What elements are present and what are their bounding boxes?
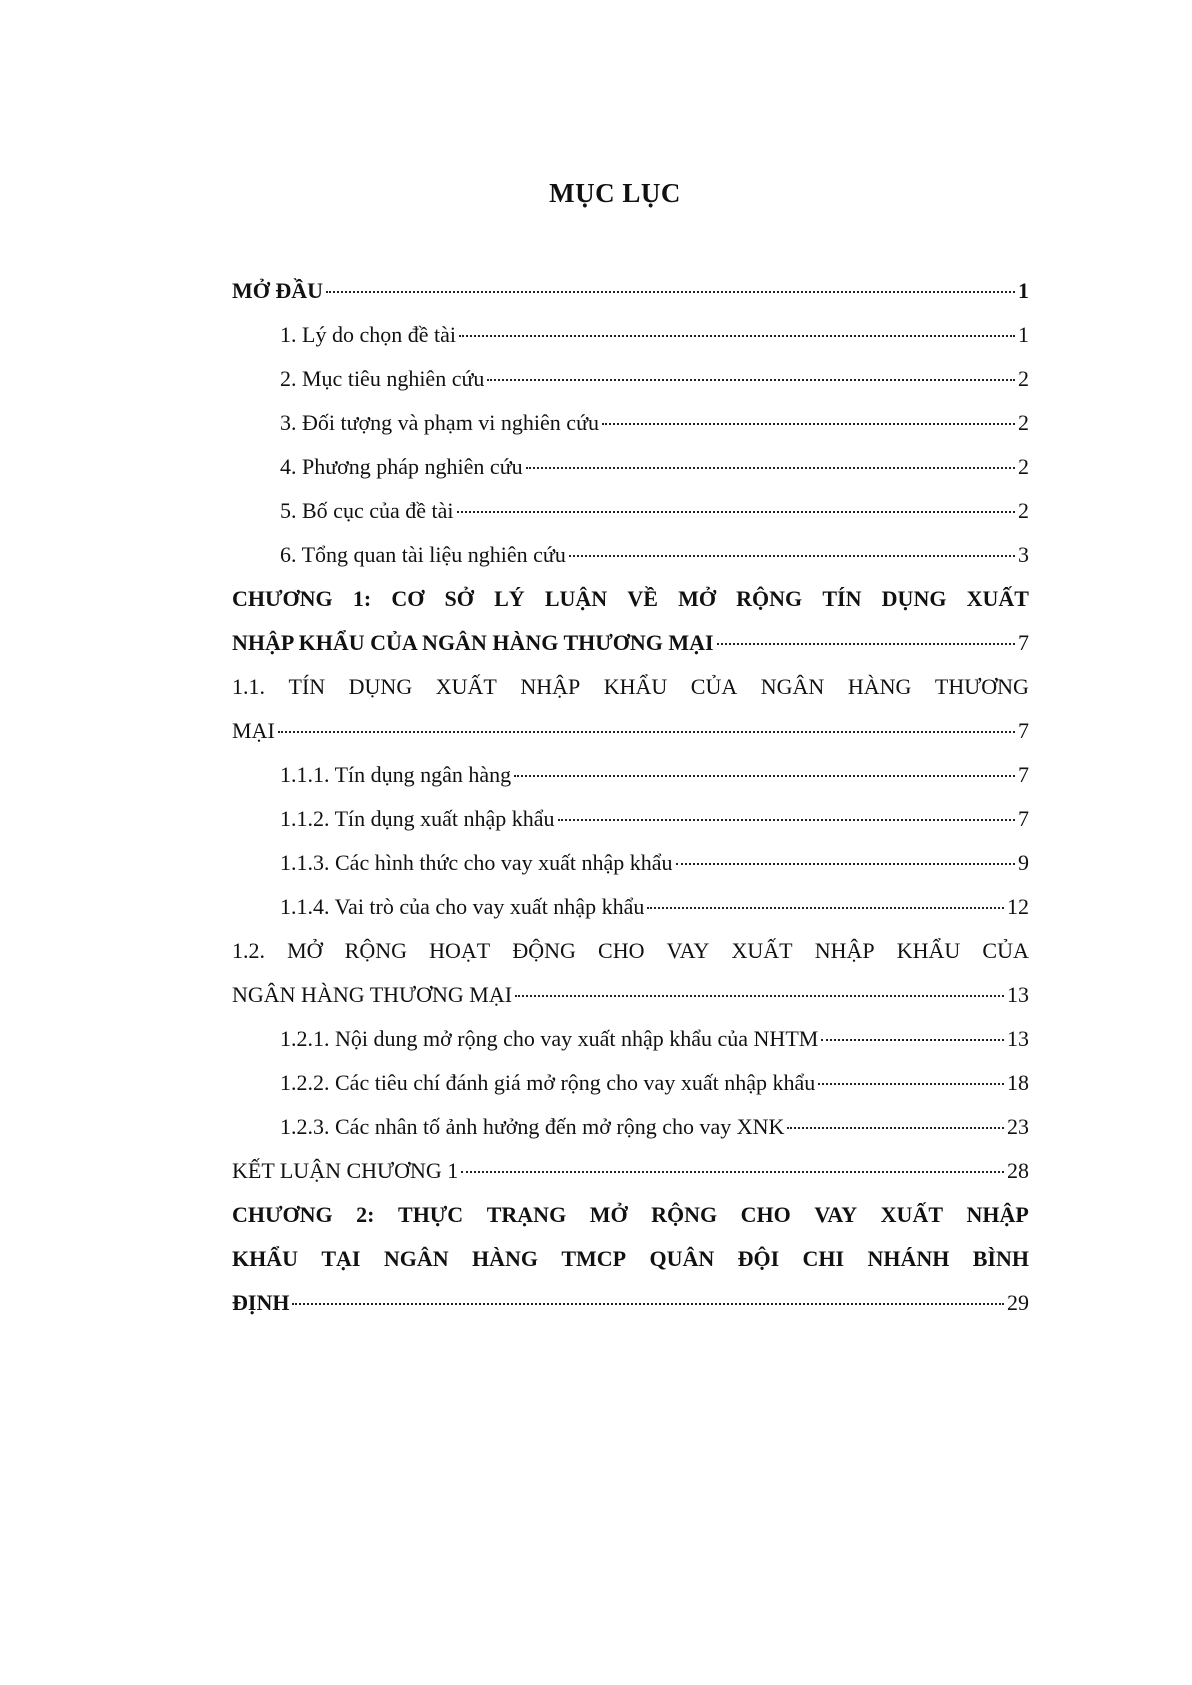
toc-page-number: 3 bbox=[1018, 542, 1029, 567]
toc-entry-label: KẾT LUẬN CHƯƠNG 1 bbox=[232, 1158, 459, 1183]
toc-entry-label: 1.1.1. Tín dụng ngân hàng bbox=[280, 762, 512, 787]
toc-entry-1-2-2[interactable] bbox=[232, 1061, 1029, 1105]
word: TRẠNG bbox=[486, 1202, 567, 1227]
toc-entry-label: 1.1.2. Tín dụng xuất nhập khẩu bbox=[280, 806, 555, 831]
word: TÍN bbox=[822, 586, 862, 611]
word: MỞ bbox=[678, 586, 716, 611]
word: KHẨU bbox=[896, 938, 961, 963]
word: LÝ bbox=[494, 586, 525, 611]
toc-entry-mo-dau[interactable] bbox=[232, 269, 1029, 313]
word: XUẤT bbox=[435, 674, 497, 699]
word: ĐỘI bbox=[737, 1246, 780, 1271]
toc-page-number: 9 bbox=[1018, 850, 1029, 875]
word: MỞ bbox=[287, 938, 323, 963]
word: RỘNG bbox=[651, 1202, 718, 1227]
toc-entry-line bbox=[232, 577, 1029, 621]
dot-leader bbox=[515, 993, 1004, 997]
toc-page-number: 13 bbox=[1007, 982, 1029, 1007]
dot-leader bbox=[821, 1037, 1004, 1041]
toc-page-number: 1 bbox=[1018, 278, 1029, 303]
word: 1.1. bbox=[232, 674, 265, 699]
toc-page-number: 7 bbox=[1018, 718, 1029, 743]
dot-leader bbox=[526, 465, 1015, 469]
word: 1: bbox=[352, 586, 372, 611]
word: NHÁNH bbox=[867, 1246, 950, 1271]
toc-entry-label: ĐỊNH bbox=[232, 1290, 290, 1315]
toc-entry-line bbox=[232, 1193, 1029, 1237]
toc-entry-1[interactable] bbox=[232, 313, 1029, 357]
word: KHẨU bbox=[232, 1246, 298, 1271]
word: ĐỘNG bbox=[512, 938, 576, 963]
toc-entry-label: NGÂN HÀNG THƯƠNG MẠI bbox=[232, 982, 513, 1007]
toc-entry-label: MỞ ĐẦU bbox=[232, 278, 324, 303]
toc-entry-label: 1.2.2. Các tiêu chí đánh giá mở rộng cho vay xuất nhập khẩu bbox=[280, 1070, 816, 1095]
toc-entry-label: 1.1.3. Các hình thức cho vay xuất nhập khẩu bbox=[280, 850, 673, 875]
toc-page-number: 12 bbox=[1007, 894, 1029, 919]
toc-page-number: 1 bbox=[1018, 322, 1029, 347]
page-title: MỤC LỤC bbox=[549, 178, 681, 208]
word: NGÂN bbox=[383, 1246, 449, 1271]
toc-entry-1-1-3[interactable] bbox=[232, 841, 1029, 885]
toc-entry-label: 2. Mục tiêu nghiên cứu bbox=[280, 366, 485, 391]
word: VAY bbox=[666, 938, 710, 963]
toc-entry-label: 6. Tổng quan tài liệu nghiên cứu bbox=[280, 542, 566, 567]
toc-entry-1-2-3[interactable] bbox=[232, 1105, 1029, 1149]
dot-leader bbox=[818, 1081, 1004, 1085]
toc-entry-section-1-1[interactable] bbox=[232, 665, 1029, 753]
dot-leader bbox=[676, 861, 1015, 865]
toc-page-number: 7 bbox=[1018, 806, 1029, 831]
toc-page-number: 13 bbox=[1007, 1026, 1029, 1051]
word: NGÂN bbox=[760, 674, 825, 699]
toc-entry-line bbox=[232, 1237, 1029, 1281]
toc-page-number: 7 bbox=[1018, 630, 1029, 655]
dot-leader bbox=[647, 905, 1004, 909]
word: XUẤT bbox=[966, 586, 1029, 611]
toc-entry-section-1-2[interactable] bbox=[232, 929, 1029, 1017]
word: TMCP bbox=[561, 1246, 627, 1271]
toc-entry-6[interactable] bbox=[232, 533, 1029, 577]
word: VAY bbox=[814, 1202, 858, 1227]
word: THƯƠNG bbox=[934, 674, 1029, 699]
toc-entry-1-2-1[interactable] bbox=[232, 1017, 1029, 1061]
dot-leader bbox=[717, 641, 1015, 645]
toc-entry-1-1-4[interactable] bbox=[232, 885, 1029, 929]
toc-entry-line bbox=[232, 929, 1029, 973]
word: CHƯƠNG bbox=[232, 1202, 333, 1227]
word: MỞ bbox=[589, 1202, 628, 1227]
toc-entry-chapter-1[interactable] bbox=[232, 577, 1029, 665]
word: SỞ bbox=[444, 586, 474, 611]
toc-entry-line bbox=[232, 665, 1029, 709]
toc-entry-label: NHẬP KHẨU CỦA NGÂN HÀNG THƯƠNG MẠI bbox=[232, 630, 714, 655]
word: HÀNG bbox=[471, 1246, 538, 1271]
word: CHI bbox=[802, 1246, 845, 1271]
word: NHẬP bbox=[520, 674, 581, 699]
toc-page-number: 2 bbox=[1018, 366, 1029, 391]
toc-entry-5[interactable] bbox=[232, 489, 1029, 533]
toc-entry-label: 4. Phương pháp nghiên cứu bbox=[280, 454, 523, 479]
word: HÀNG bbox=[847, 674, 912, 699]
toc-entry-chapter-2[interactable] bbox=[232, 1193, 1029, 1325]
toc-entry-1-1-1[interactable] bbox=[232, 753, 1029, 797]
toc-page-number: 28 bbox=[1007, 1158, 1029, 1183]
word: HOẠT bbox=[429, 938, 491, 963]
toc-page-number: 29 bbox=[1007, 1290, 1029, 1315]
dot-leader bbox=[514, 773, 1015, 777]
dot-leader bbox=[461, 1169, 1004, 1173]
toc-entry-1-1-2[interactable] bbox=[232, 797, 1029, 841]
word: XUẤT bbox=[731, 938, 793, 963]
word: CỦA bbox=[690, 674, 738, 699]
toc-entry-label: 1.1.4. Vai trò của cho vay xuất nhập khẩu bbox=[280, 894, 645, 919]
dot-leader bbox=[292, 1301, 1004, 1305]
word: TẠI bbox=[321, 1246, 361, 1271]
table-of-contents bbox=[232, 269, 1029, 1325]
toc-entry-line bbox=[232, 621, 1029, 665]
word: TÍN bbox=[288, 674, 326, 699]
word: VỀ bbox=[627, 586, 658, 611]
word: 2: bbox=[356, 1202, 375, 1227]
toc-entry-ket-luan-chuong-1[interactable] bbox=[232, 1149, 1029, 1193]
toc-entry-2[interactable] bbox=[232, 357, 1029, 401]
word: 1.2. bbox=[232, 938, 265, 963]
dot-leader bbox=[487, 377, 1015, 381]
toc-entry-3[interactable] bbox=[232, 401, 1029, 445]
toc-entry-label: 1. Lý do chọn đề tài bbox=[280, 322, 456, 347]
toc-entry-label: 1.2.3. Các nhân tố ảnh hưởng đến mở rộng cho vay XNK bbox=[280, 1114, 785, 1139]
toc-page-number: 7 bbox=[1018, 762, 1029, 787]
toc-page-number: 2 bbox=[1018, 410, 1029, 435]
dot-leader bbox=[558, 817, 1015, 821]
dot-leader bbox=[326, 289, 1015, 293]
word: QUÂN bbox=[649, 1246, 715, 1271]
toc-page-number: 23 bbox=[1007, 1114, 1029, 1139]
dot-leader bbox=[457, 509, 1016, 513]
word: CHO bbox=[740, 1202, 791, 1227]
word: CHƯƠNG bbox=[232, 586, 333, 611]
toc-entry-label: 3. Đối tượng và phạm vi nghiên cứu bbox=[280, 410, 599, 435]
word: XUẤT bbox=[880, 1202, 944, 1227]
word: BÌNH bbox=[972, 1246, 1029, 1271]
toc-entry-label: 5. Bố cục của đề tài bbox=[280, 498, 454, 523]
toc-page-number: 2 bbox=[1018, 498, 1029, 523]
dot-leader bbox=[459, 333, 1015, 337]
toc-page-number: 18 bbox=[1007, 1070, 1029, 1095]
toc-entry-line bbox=[232, 1281, 1029, 1325]
dot-leader bbox=[569, 553, 1015, 557]
toc-entry-label: MẠI bbox=[232, 718, 275, 743]
toc-entry-line bbox=[232, 973, 1029, 1017]
word: KHẨU bbox=[603, 674, 668, 699]
word: DỤNG bbox=[881, 586, 947, 611]
word: THỰC bbox=[398, 1202, 464, 1227]
word: CƠ bbox=[391, 586, 425, 611]
word: NHẬP bbox=[814, 938, 875, 963]
dot-leader bbox=[278, 729, 1015, 733]
word: CHO bbox=[598, 938, 645, 963]
toc-entry-label: 1.2.1. Nội dung mở rộng cho vay xuất nhập khẩu của NHTM bbox=[280, 1026, 819, 1051]
dot-leader bbox=[602, 421, 1015, 425]
word: RỘNG bbox=[344, 938, 408, 963]
word: NHẬP bbox=[966, 1202, 1029, 1227]
toc-entry-line bbox=[232, 709, 1029, 753]
word: CỦA bbox=[982, 938, 1029, 963]
toc-entry-4[interactable] bbox=[232, 445, 1029, 489]
toc-page-number: 2 bbox=[1018, 454, 1029, 479]
dot-leader bbox=[787, 1125, 1004, 1129]
word: RỘNG bbox=[736, 586, 803, 611]
word: LUẬN bbox=[544, 586, 608, 611]
word: DỤNG bbox=[348, 674, 413, 699]
